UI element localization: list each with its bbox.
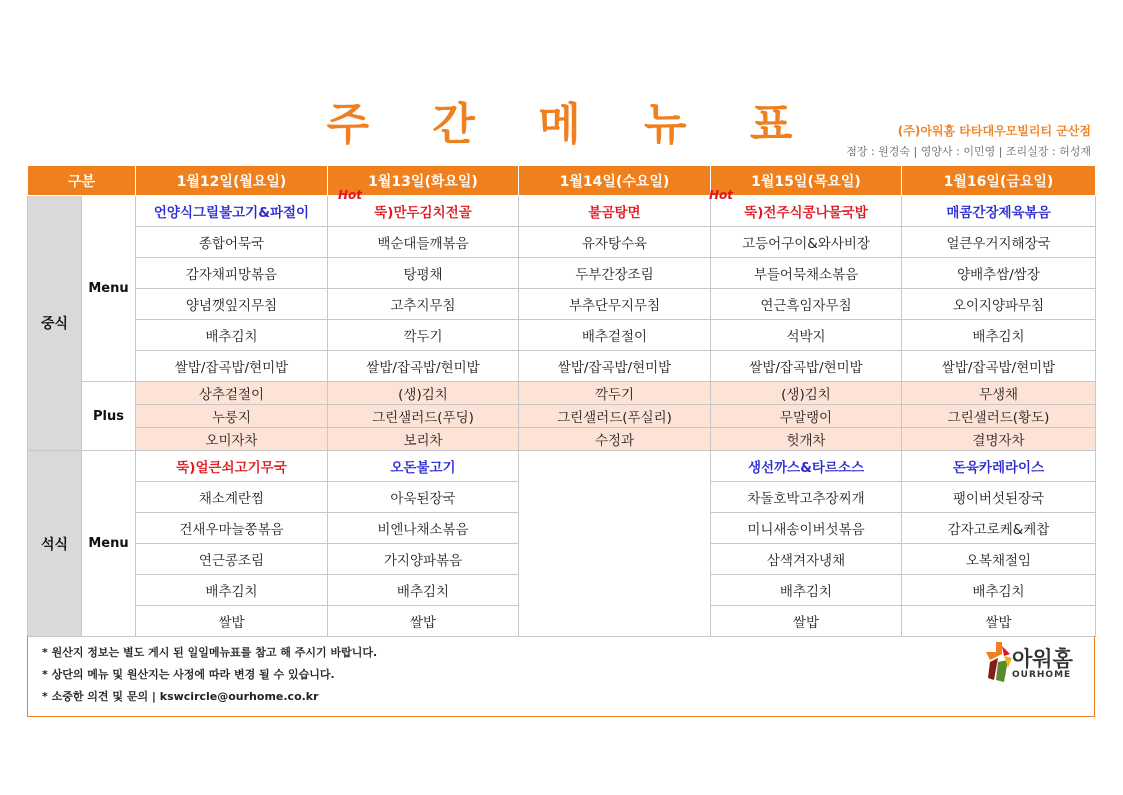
menu-cell: 배추김치: [711, 575, 902, 606]
menu-cell: 부들어묵채소볶음: [711, 258, 902, 289]
menu-cell: 연근흑임자무침: [711, 289, 902, 320]
menu-cell: 양배추쌈/쌈장: [902, 258, 1096, 289]
menu-cell: 배추김치: [902, 575, 1096, 606]
dinner-label: 석식: [28, 451, 82, 637]
plus-cell: 누룽지: [136, 405, 328, 428]
menu-cell: [709, 188, 902, 227]
menu-cell: 배추김치: [902, 320, 1096, 351]
header-day: 1월15일(목요일): [711, 166, 902, 196]
menu-cell: 감자고로케&케찹: [902, 513, 1096, 544]
plus-cell: 헛개차: [711, 428, 902, 451]
plus-cell: 오미자차: [136, 428, 328, 451]
note-line: * 소중한 의견 및 문의 | kswcircle@ourhome.co.kr: [42, 690, 319, 703]
plus-cell: 깍두기: [519, 382, 711, 405]
plus-cell: 보리차: [328, 428, 519, 451]
plus-cell: 무말랭이: [711, 405, 902, 428]
menu-cell: 탕평채: [328, 258, 519, 289]
lunch-label: 중식: [28, 196, 82, 451]
menu-cell: 오돈불고기: [328, 451, 519, 482]
menu-cell: 깍두기: [328, 320, 519, 351]
header-row: [28, 166, 1096, 196]
menu-cell: 배추김치: [328, 575, 519, 606]
menu-cell: 아욱된장국: [328, 482, 519, 513]
plus-cell: 결명자차: [902, 428, 1096, 451]
menu-cell: 채소계란찜: [136, 482, 328, 513]
menu-cell: 양념깻잎지무침: [136, 289, 328, 320]
plus-cell: 그린샐러드(푸딩): [328, 405, 519, 428]
menu-cell: 쌀밥: [136, 606, 328, 637]
header-day: 1월12일(월요일): [136, 166, 328, 196]
menu-cell: 건새우마늘쫑볶음: [136, 513, 328, 544]
menu-cell: 불곰탕면: [519, 196, 711, 227]
plus-cell: 수정과: [519, 428, 711, 451]
staff-info: 점장 : 원경숙 | 영양사 : 이민영 | 조리실장 : 허성재: [846, 145, 1091, 158]
notes: [42, 642, 377, 708]
header-day: 1월14일(수요일): [519, 166, 711, 196]
logo-subtext: OURHOME: [1012, 670, 1072, 680]
plus-cell: 그린샐러드(푸실리): [519, 405, 711, 428]
menu-cell: 두부간장조림: [519, 258, 711, 289]
menu-cell: 뚝)얼큰쇠고기무국: [136, 451, 328, 482]
dinner-menu-label: Menu: [82, 451, 136, 637]
menu-cell: 매콤간장제육볶음: [902, 196, 1096, 227]
plus-cell: 무생채: [902, 382, 1096, 405]
menu-cell: 팽이버섯된장국: [902, 482, 1096, 513]
menu-cell: 비엔나채소볶음: [328, 513, 519, 544]
menu-cell: 삼색겨자냉채: [711, 544, 902, 575]
menu-cell: 쌀밥/잡곡밥/현미밥: [519, 351, 711, 382]
table-row: [28, 196, 1096, 227]
menu-cell: 고등어구이&와사비장: [711, 227, 902, 258]
hot-badge: Hot: [338, 188, 363, 202]
menu-cell: 연근콩조림: [136, 544, 328, 575]
company-name: (주)아워홈 타타대우모빌리티 군산점: [897, 124, 1091, 138]
plus-cell: (생)김치: [711, 382, 902, 405]
menu-cell: 오이지양파무침: [902, 289, 1096, 320]
note-line: * 상단의 메뉴 및 원산지는 사정에 따라 변경 될 수 있습니다.: [42, 668, 335, 681]
table-row: [28, 351, 1096, 382]
menu-cell: 종합어묵국: [136, 227, 328, 258]
table-row: [28, 451, 1096, 482]
table-row: [28, 227, 1096, 258]
lunch-menu-label: Menu: [82, 196, 136, 382]
weekly-menu-table: [27, 165, 1096, 637]
plus-cell: 상추겉절이: [136, 382, 328, 405]
logo-text: 아워홈: [1012, 647, 1073, 671]
header-day: 1월16일(금요일): [902, 166, 1096, 196]
menu-item: 뚝)전주식콩나물국밥: [744, 205, 868, 221]
menu-cell: 쌀밥: [328, 606, 519, 637]
menu-cell: 오복채절임: [902, 544, 1096, 575]
empty-cell: [519, 451, 711, 637]
menu-cell: 쌀밥/잡곡밥/현미밥: [711, 351, 902, 382]
menu-cell: 부추단무지무침: [519, 289, 711, 320]
menu-cell: 가지양파볶음: [328, 544, 519, 575]
menu-cell: 석박지: [711, 320, 902, 351]
menu-cell: 얼큰우거지해장국: [902, 227, 1096, 258]
table-row: [28, 320, 1096, 351]
menu-item: 뚝)만두김치전골: [374, 205, 472, 221]
table-row: [28, 405, 1096, 428]
menu-cell: 배추김치: [136, 575, 328, 606]
menu-cell: 미니새송이버섯볶음: [711, 513, 902, 544]
menu-cell: [328, 188, 519, 227]
menu-cell: 고추지무침: [328, 289, 519, 320]
menu-cell: 감자채피망볶음: [136, 258, 328, 289]
menu-cell: 쌀밥/잡곡밥/현미밥: [328, 351, 519, 382]
header-category: 구분: [28, 166, 136, 196]
menu-cell: 쌀밥/잡곡밥/현미밥: [902, 351, 1096, 382]
page-title: 주 간 메 뉴 표: [326, 99, 817, 150]
note-line: * 원산지 정보는 별도 게시 된 일일메뉴표를 참고 해 주시기 바랍니다.: [42, 646, 378, 659]
table-row: [28, 382, 1096, 405]
menu-cell: 쌀밥: [902, 606, 1096, 637]
plus-cell: 그린샐러드(황도): [902, 405, 1096, 428]
menu-cell: 차돌호박고추장찌개: [711, 482, 902, 513]
table-row: [28, 428, 1096, 451]
lunch-plus-label: Plus: [82, 382, 136, 451]
menu-cell: 배추겉절이: [519, 320, 711, 351]
menu-cell: 쌀밥/잡곡밥/현미밥: [136, 351, 328, 382]
menu-cell: 생선까스&타르소스: [711, 451, 902, 482]
menu-cell: 돈육카레라이스: [902, 451, 1096, 482]
menu-cell: 배추김치: [136, 320, 328, 351]
menu-cell: 쌀밥: [711, 606, 902, 637]
menu-cell: 언양식그릴불고기&파절이: [136, 196, 328, 227]
table-row: [28, 258, 1096, 289]
menu-cell: 백순대들깨볶음: [328, 227, 519, 258]
header-day: 1월13일(화요일): [328, 166, 519, 196]
table-row: [28, 289, 1096, 320]
menu-cell: 유자탕수육: [519, 227, 711, 258]
plus-cell: (생)김치: [328, 382, 519, 405]
hot-badge: Hot: [709, 188, 734, 202]
